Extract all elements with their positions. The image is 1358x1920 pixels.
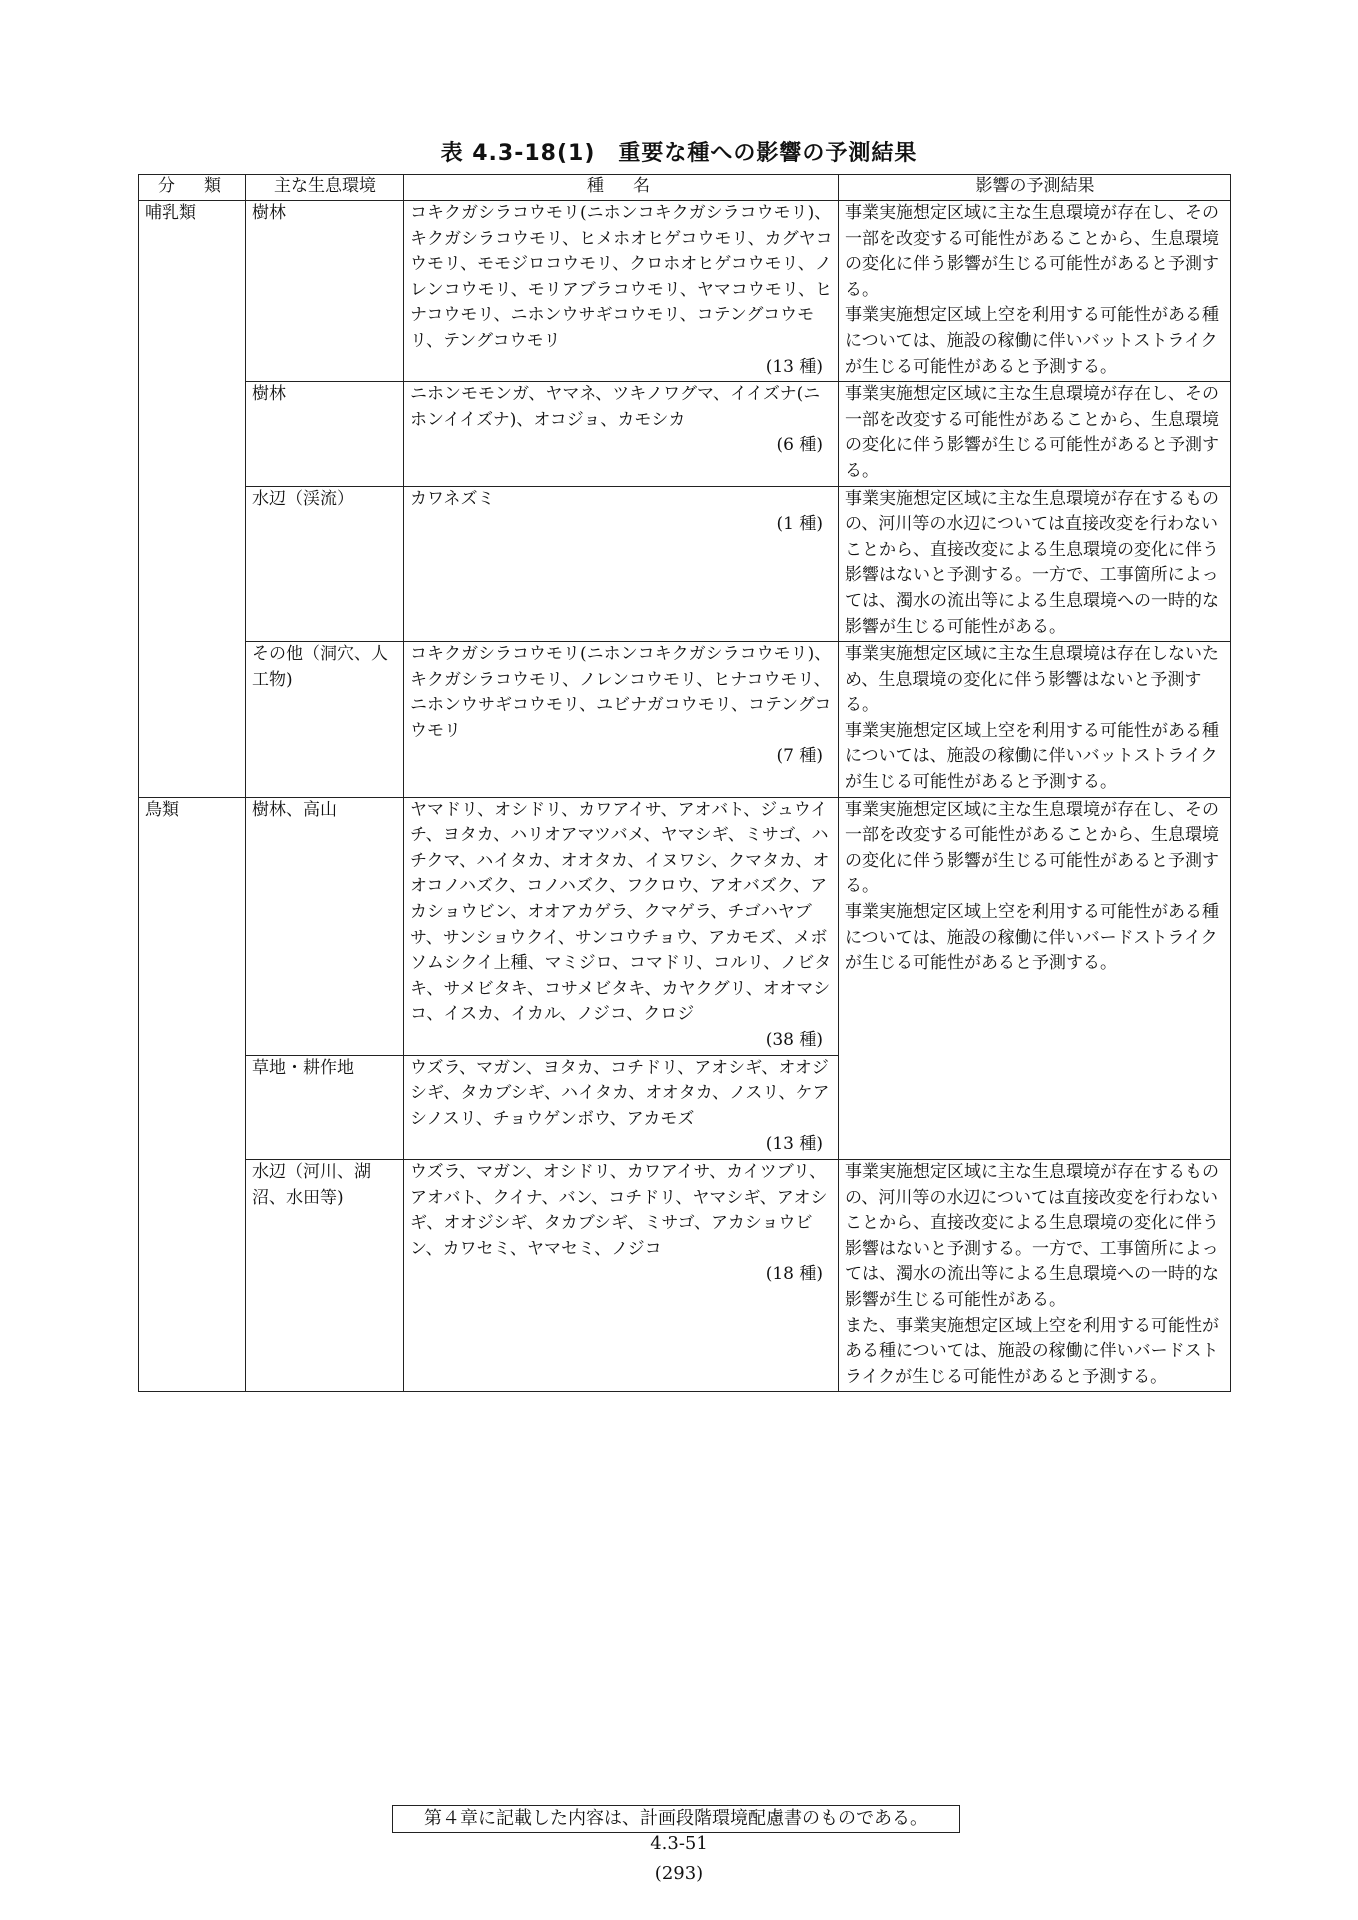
header-habitat: 主な生息環境 [246,175,404,201]
prediction-cell [839,797,1231,1159]
species-list: ヤマドリ、オシドリ、カワアイサ、アオバト、ジュウイチ、ヨタカ、ハリオアマツバメ、ヤマシギ、ミサゴ、ハチクマ、ハイタカ、オオタカ、イヌワシ、クマタカ、オオコノハズク、コノハズク、フクロウ、アオバズク、アカショウビン、オオアカゲラ、クマゲラ、チゴハヤブサ、サンショウクイ、サンコウチョウ、アカモズ、メボソムシクイ上種、マミジロ、コマドリ、コルリ、ノビタキ、サメビタキ、コサメビタキ、カヤクグリ、オオマシコ、イスカ、イカル、ノジコ、クロジ [410,799,832,1025]
table-header-row [139,175,1231,201]
table-title: 表 4.3-18(1) 重要な種への影響の予測結果 [440,141,918,166]
page-total: (293) [654,1863,704,1884]
prediction-cell [839,1159,1231,1391]
table-row [139,486,1231,642]
table-row [139,201,1231,382]
species-count: (7 種) [776,746,823,767]
prediction-text: 事業実施想定区域に主な生息環境が存在し、その一部を改変する可能性があることから、生息環境の変化に伴う影響が生じる可能性があると予測する。 [845,203,1219,300]
table-row [139,642,1231,798]
species-count: (13 種) [765,356,823,377]
table-row [139,382,1231,486]
habitat-cell: 水辺（渓流） [246,486,404,642]
prediction-cell [839,382,1231,486]
prediction-text: 事業実施想定区域に主な生息環境が存在するものの、河川等の水辺については直接改変を行わないことから、直接改変による生息環境の変化に伴う影響はないと予測する。一方で、工事箇所によっては、濁水の流出等による生息環境への一時的な影響が生じる可能性がある。 [845,1161,1219,1310]
species-count: (38 種) [765,1030,823,1050]
prediction-text: 事業実施想定区域上空を利用する可能性がある種については、施設の稼働に伴いバードストライクが生じる可能性があると予測する。 [845,902,1219,974]
category-cell: 哺乳類 [139,201,246,798]
species-count: (6 種) [776,435,823,456]
species-count: (18 種) [765,1264,823,1285]
species-cell [404,797,839,1055]
prediction-text: 事業実施想定区域に主な生息環境が存在し、その一部を改変する可能性があることから、生息環境の変化に伴う影響が生じる可能性があると予測する。 [845,799,1219,897]
habitat-cell: 樹林、高山 [246,797,404,1055]
table-row [139,797,1231,1055]
species-impact-table [138,174,1231,1392]
species-list: ウズラ、マガン、ヨタカ、コチドリ、アオシギ、オオジシギ、タカブシギ、ハイタカ、オオタカ、ノスリ、ケアシノスリ、チョウゲンボウ、アカモズ [410,1057,830,1129]
species-cell [404,382,839,486]
prediction-text: また、事業実施想定区域上空を利用する可能性がある種については、施設の稼働に伴いバードストライクが生じる可能性があると予測する。 [845,1315,1219,1387]
species-list: カワネズミ [410,488,495,509]
prediction-text: 事業実施想定区域上空を利用する可能性がある種については、施設の稼働に伴いバットストライクが生じる可能性があると予測する。 [845,305,1219,377]
prediction-cell [839,486,1231,642]
table-row [139,1159,1231,1391]
habitat-cell: 草地・耕作地 [246,1055,404,1159]
species-cell [404,1055,839,1159]
header-prediction: 影響の予測結果 [839,175,1231,201]
prediction-text: 事業実施想定区域に主な生息環境が存在し、その一部を改変する可能性があることから、生息環境の変化に伴う影響が生じる可能性があると予測する。 [845,384,1219,481]
species-cell [404,1159,839,1391]
species-count: (13 種) [765,1134,823,1155]
habitat-cell: その他（洞穴、人工物) [246,642,404,798]
prediction-text: 事業実施想定区域上空を利用する可能性がある種については、施設の稼働に伴いバットストライクが生じる可能性があると予測する。 [845,720,1219,793]
prediction-text: 事業実施想定区域に主な生息環境が存在するものの、河川等の水辺については直接改変を行わないことから、直接改変による生息環境の変化に伴う影響はないと予測する。一方で、工事箇所によっては、濁水の流出等による生息環境への一時的な影響が生じる可能性がある。 [845,488,1219,637]
habitat-cell: 樹林 [246,382,404,486]
species-list: ニホンモモンガ、ヤマネ、ツキノワグマ、イイズナ(ニホンイイズナ)、オコジョ、カモシカ [410,384,821,430]
species-list: ウズラ、マガン、オシドリ、カワアイサ、カイツブリ、アオバト、クイナ、バン、コチドリ、ヤマシギ、アオシギ、オオジシギ、タカブシギ、ミサゴ、アカショウビン、カワセミ、ヤマセミ、ノジコ [410,1161,828,1259]
species-list: コキクガシラコウモリ(ニホンコキクガシラコウモリ)、キクガシラコウモリ、ノレンコウモリ、ヒナコウモリ、ニホンウサギコウモリ、ユビナガコウモリ、コテングコウモリ [410,644,832,741]
species-cell [404,201,839,382]
species-count: (1 種) [776,514,823,535]
habitat-cell: 樹林 [246,201,404,382]
prediction-cell [839,201,1231,382]
category-cell: 鳥類 [139,797,246,1392]
species-cell [404,486,839,642]
species-list: コキクガシラコウモリ(ニホンコキクガシラコウモリ)、キクガシラコウモリ、ヒメホオヒゲコウモリ、カグヤコウモリ、モモジロコウモリ、クロホオヒゲコウモリ、ノレンコウモリ、モリアブラコウモリ、ヤマコウモリ、ヒナコウモリ、ニホンウサギコウモリ、コテングコウモリ、テングコウモリ [410,203,833,351]
habitat-cell: 水辺（河川、湖沼、水田等) [246,1159,404,1391]
page-number: 4.3-51 [650,1833,708,1854]
header-species: 種 名 [404,175,839,201]
species-cell [404,642,839,798]
prediction-text: 事業実施想定区域に主な生息環境は存在しないため、生息環境の変化に伴う影響はないと予測する。 [845,644,1219,716]
header-category: 分 類 [139,175,246,201]
prediction-cell [839,642,1231,798]
footer-note: 第４章に記載した内容は、計画段階環境配慮書のものである。 [392,1805,960,1833]
